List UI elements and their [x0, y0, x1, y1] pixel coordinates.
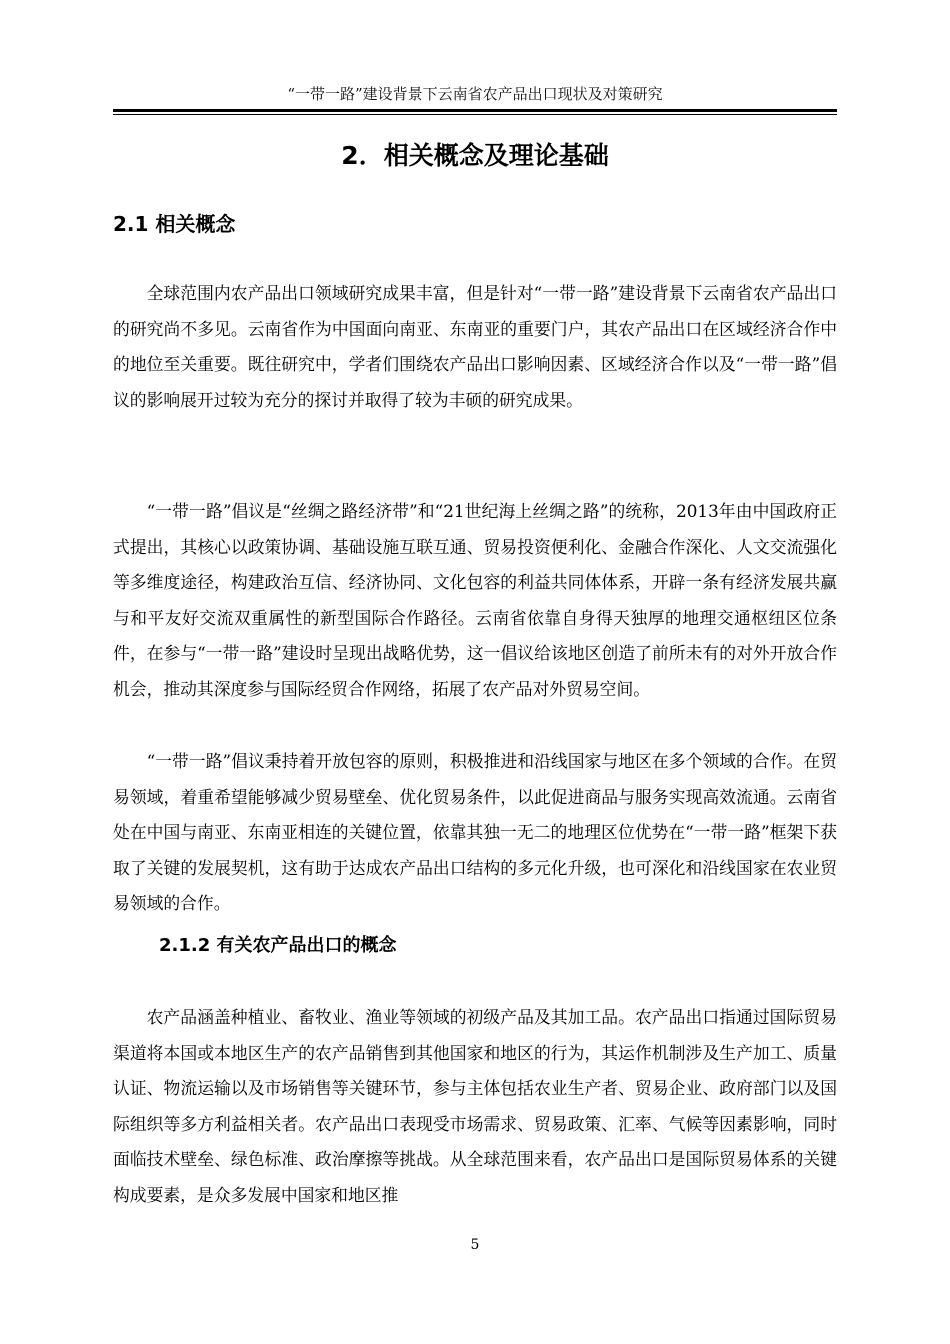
- section-heading: 2.1 相关概念: [113, 212, 236, 236]
- header-divider-thick: [113, 109, 837, 112]
- page-number: 5: [470, 1237, 480, 1253]
- chapter-title: 2．相关概念及理论基础: [341, 141, 609, 170]
- paragraph-belt-and-road-principles: “一带一路”倡议秉持着开放包容的原则，积极推进和沿线国家与地区在多个领域的合作。在贸易领域，着重希望能够减少贸易壁垒、优化贸易条件，以此促进商品与服务实现高效流通。云南省处在中国与南亚、东南亚相连的关键位置，依靠其独一无二的地理区位优势在“一带一路”框架下获取了关键的发展契机，这有助于达成农产品出口结构的多元化升级，也可深化和沿线国家在农业贸易领域的合作。: [113, 751, 837, 914]
- running-header-title: “一带一路”建设背景下云南省农产品出口现状及对策研究: [287, 85, 663, 103]
- subsection-heading: 2.1.2 有关农产品出口的概念: [159, 935, 397, 956]
- header-divider-thin: [113, 114, 837, 115]
- paragraph-agri-export-concept: 农产品涵盖种植业、畜牧业、渔业等领域的初级产品及其加工品。农产品出口指通过国际贸易渠道将本国或本地区生产的农产品销售到其他国家和地区的行为，其运作机制涉及生产加工、质量认证、物流运输以及市场销售等关键环节，参与主体包括农业生产者、贸易企业、政府部门以及国际组织等多方利益相关者。农产品出口表现受市场需求、贸易政策、汇率、气候等因素影响，同时面临技术壁垒、绿色标准、政治摩擦等挑战。从全球范围来看，农产品出口是国际贸易体系的关键构成要素，是众多发展中国家和地区推: [113, 1007, 837, 1205]
- paragraph-intro: 全球范围内农产品出口领域研究成果丰富，但是针对“一带一路”建设背景下云南省农产品出口的研究尚不多见。云南省作为中国面向南亚、东南亚的重要门户，其农产品出口在区域经济合作中的地位至关重要。既往研究中，学者们围绕农产品出口影响因素、区域经济合作以及“一带一路”倡议的影响展开过较为充分的探讨并取得了较为丰硕的研究成果。: [113, 283, 837, 410]
- paragraph-belt-and-road-definition: “一带一路”倡议是“丝绸之路经济带”和“21世纪海上丝绸之路”的统称，2013年由中国政府正式提出，其核心以政策协调、基础设施互联互通、贸易投资便利化、金融合作深化、人文交流强化等多维度途径，构建政治互信、经济协同、文化包容的利益共同体体系，开辟一条有经济发展共赢与和平友好交流双重属性的新型国际合作路径。云南省依靠自身得天独厚的地理交通枢纽区位条件，在参与“一带一路”建设时呈现出战略优势，这一倡议给该地区创造了前所未有的对外开放合作机会，推动其深度参与国际经贸合作网络，拓展了农产品对外贸易空间。: [113, 501, 837, 699]
